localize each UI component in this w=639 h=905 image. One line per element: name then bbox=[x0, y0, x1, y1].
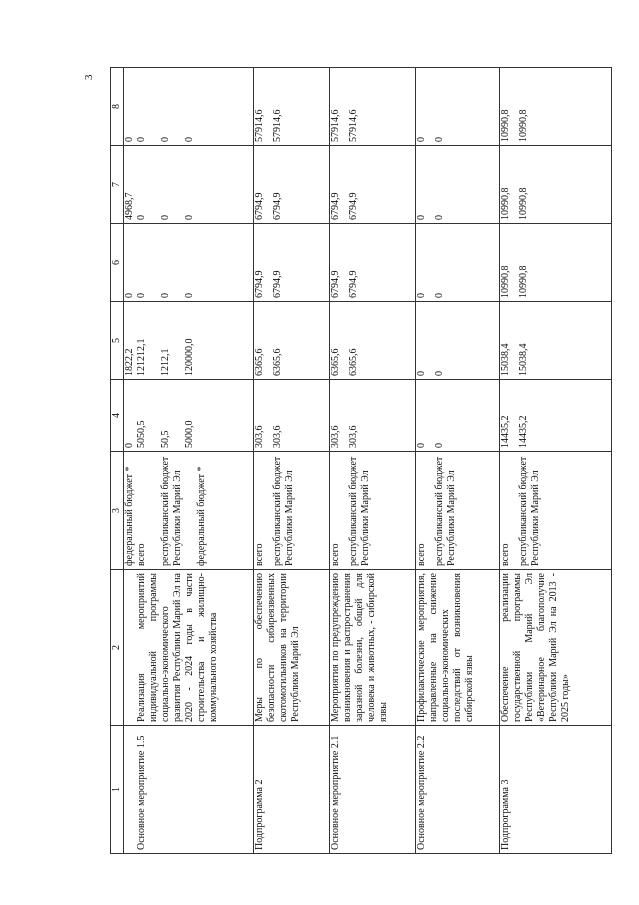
value-col-8: 0 0 0 0 bbox=[124, 68, 254, 146]
table-row bbox=[500, 68, 612, 854]
value-col-6: 6794,9 6794,9 bbox=[254, 224, 330, 302]
table-row bbox=[330, 68, 416, 854]
rotated-table-container bbox=[110, 68, 612, 854]
value-col-5: 1822,2 121212,1 1212,1 120000,0 bbox=[124, 302, 254, 380]
value-col-8: 57914,6 57914,6 bbox=[254, 68, 330, 146]
funding-sources: всего республиканский бюджет Республики Марий Эл bbox=[416, 452, 500, 570]
table-row bbox=[254, 68, 330, 854]
value-col-6: 0 0 0 0 bbox=[124, 224, 254, 302]
value-col-7: 6794,9 6794,9 bbox=[330, 146, 416, 224]
value-col-4: 303,6 303,6 bbox=[330, 380, 416, 452]
funding-sources: федеральный бюджет * всего республиканский бюджет Республики Марий Эл федеральный бюджет * bbox=[124, 452, 254, 570]
value-col-4: 0 0 bbox=[416, 380, 500, 452]
value-col-5: 15038,4 15038,4 bbox=[500, 302, 612, 380]
value-col-8: 57914,6 57914,6 bbox=[330, 68, 416, 146]
value-col-6: 0 0 bbox=[416, 224, 500, 302]
value-col-5: 6365,6 6365,6 bbox=[254, 302, 330, 380]
table-row bbox=[124, 68, 254, 854]
value-col-6: 6794,9 6794,9 bbox=[330, 224, 416, 302]
column-header: 3 bbox=[111, 452, 124, 570]
funding-sources: всего республиканский бюджет Республики Марий Эл bbox=[500, 452, 612, 570]
table-row bbox=[416, 68, 500, 854]
row-name: Основное мероприятие 2.1 bbox=[330, 726, 416, 854]
value-col-5: 0 0 bbox=[416, 302, 500, 380]
row-name: Основное мероприятие 1.5 bbox=[124, 726, 254, 854]
column-header: 2 bbox=[111, 570, 124, 726]
column-header: 6 bbox=[111, 224, 124, 302]
value-col-8: 0 0 bbox=[416, 68, 500, 146]
value-col-7: 0 0 bbox=[416, 146, 500, 224]
row-description: Меры по обеспечению безопасности сибиреязвенных скотомогильников на территории Республики Марий Эл bbox=[254, 570, 330, 726]
row-description: Профилактические мероприятия, направленные на снижение социально-экономических последствий от возникновения сибирской язвы bbox=[416, 570, 500, 726]
column-header: 7 bbox=[111, 146, 124, 224]
value-col-7: 6794,9 6794,9 bbox=[254, 146, 330, 224]
row-name: Подпрограмма 3 bbox=[500, 726, 612, 854]
column-number-row bbox=[111, 68, 124, 854]
row-description: Мероприятия по предупреждению возникновения и распространения заразной болезни, общей для человека и животных, - сибирской язвы bbox=[330, 570, 416, 726]
value-col-6: 10990,8 10990,8 bbox=[500, 224, 612, 302]
value-col-7: 4968,7 0 0 0 bbox=[124, 146, 254, 224]
row-description: Реализация мероприятий индивидуальной программы социально-экономического развития Республики Марий Эл на 2020 - 2024 годы в части строительства и жилищно-коммунального хозяйства bbox=[124, 570, 254, 726]
row-description: Обеспечение реализации государственной программы Республики Марий Эл «Ветеринарное благополучие Республики Марий Эл на 2013 - 2025 годы» bbox=[500, 570, 612, 726]
value-col-8: 10990,8 10990,8 bbox=[500, 68, 612, 146]
page-number: 3 bbox=[83, 74, 95, 80]
column-header: 5 bbox=[111, 302, 124, 380]
funding-sources: всего республиканский бюджет Республики Марий Эл bbox=[330, 452, 416, 570]
funding-table bbox=[110, 67, 612, 854]
value-col-4: 303,6 303,6 bbox=[254, 380, 330, 452]
row-name: Основное мероприятие 2.2 bbox=[416, 726, 500, 854]
column-header: 8 bbox=[111, 68, 124, 146]
row-name: Подпрограмма 2 bbox=[254, 726, 330, 854]
column-header: 4 bbox=[111, 380, 124, 452]
value-col-7: 10990,8 10990,8 bbox=[500, 146, 612, 224]
funding-sources: всего республиканский бюджет Республики Марий Эл bbox=[254, 452, 330, 570]
value-col-4: 14435,2 14435,2 bbox=[500, 380, 612, 452]
column-header: 1 bbox=[111, 726, 124, 854]
value-col-5: 6365,6 6365,6 bbox=[330, 302, 416, 380]
value-col-4: 0 5050,5 50,5 5000,0 bbox=[124, 380, 254, 452]
